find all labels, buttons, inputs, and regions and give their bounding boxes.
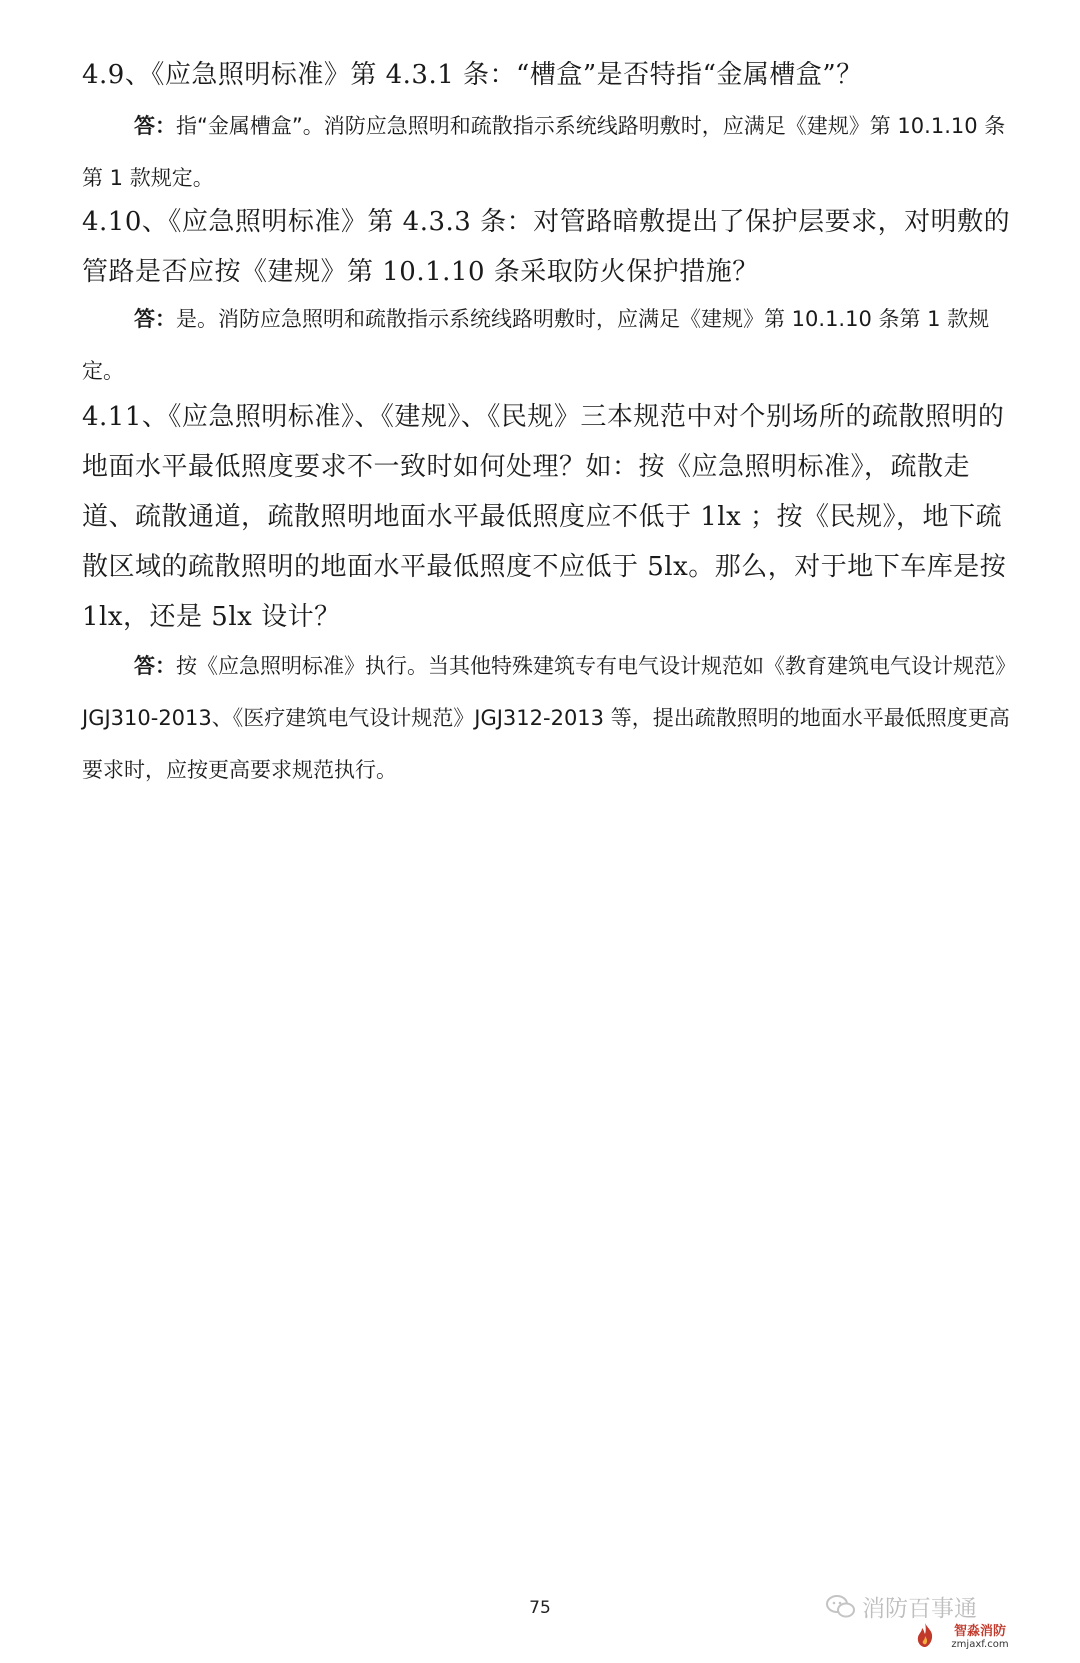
watermark xyxy=(826,1590,977,1623)
question-4-11: 4.11、《应急照明标准》、《建规》、《民规》三本规范中对个别场所的疏散照明的地面水平最低照度要求不一致时如何处理？如：按《应急照明标准》，疏散走道、疏散通道，疏散照明地面水平最低照度应不低于 1lx ；按《民规》，地下疏散区域的疏散照明的地面水平最低照度不应低于 5lx。那么，对于地下车库是按 1lx，还是 5lx 设计？ xyxy=(82,402,1007,632)
wechat-icon xyxy=(826,1594,856,1620)
answer-text: 按《应急照明标准》执行。当其他特殊建筑专有电气设计规范如《教育建筑电气设计规范》JGJ310-2013、《医疗建筑电气设计规范》JGJ312-2013 等，提出疏散照明的地面水平最低照度更高要求时，应按更高要求规范执行。 xyxy=(82,654,1016,782)
question-4-10: 4.10、《应急照明标准》第 4.3.3 条：对管路暗敷提出了保护层要求，对明敷的管路是否应按《建规》第 10.1.10 条采取防火保护措施？ xyxy=(82,207,1011,287)
watermark-text: 消防百事通 xyxy=(862,1596,977,1622)
answer-4-9 xyxy=(82,100,1022,204)
brand-logo xyxy=(930,1620,1030,1650)
answer-text: 指“金属槽盒”。消防应急照明和疏散指示系统线路明敷时，应满足《建规》第 10.1.10 条第 1 款规定。 xyxy=(82,114,1006,190)
answer-text: 是。消防应急照明和疏散指示系统线路明敷时，应满足《建规》第 10.1.10 条第 1 款规定。 xyxy=(82,307,990,383)
answer-label: 答： xyxy=(134,114,176,138)
answer-label: 答： xyxy=(134,654,176,678)
page-number: 75 xyxy=(529,1598,551,1618)
answer-4-10 xyxy=(82,293,1022,397)
answer-label: 答： xyxy=(134,307,176,331)
logo-url: zmjaxf.com xyxy=(951,1639,1009,1650)
logo-name: 智淼消防 xyxy=(953,1624,1006,1639)
question-4-9: 4.9、《应急照明标准》第 4.3.1 条：“槽盒”是否特指“金属槽盒”？ xyxy=(82,60,863,90)
answer-4-11 xyxy=(82,640,1022,796)
